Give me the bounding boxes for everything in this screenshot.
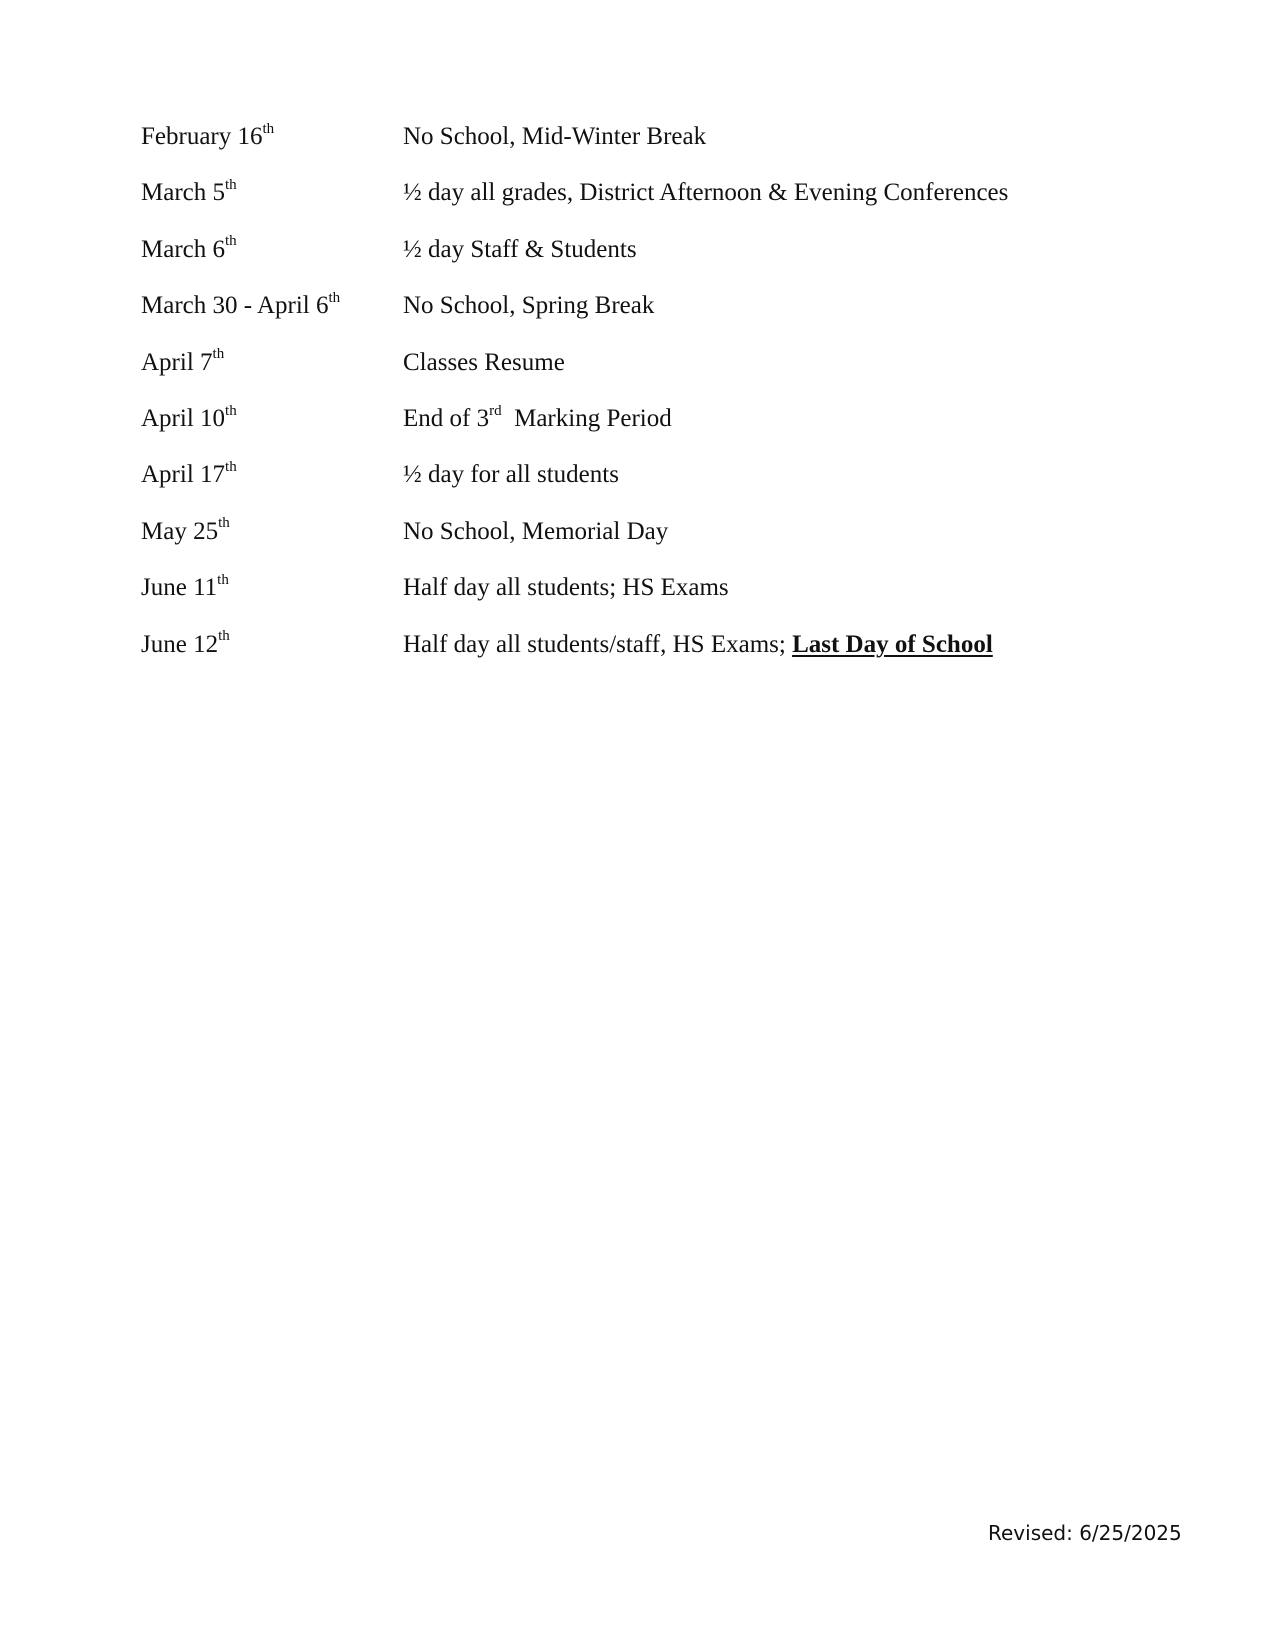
row-event: No School, Memorial Day xyxy=(403,517,669,545)
schedule-row xyxy=(141,348,1181,404)
schedule-row xyxy=(141,235,1181,291)
schedule-row xyxy=(141,517,1181,573)
schedule-row xyxy=(141,404,1181,460)
revised-date-footer: Revised: 6/25/2025 xyxy=(988,1521,1182,1545)
row-event: End of 3rd Marking Period xyxy=(403,402,672,432)
row-date: March 5th xyxy=(141,177,237,207)
row-event: Half day all students/staff, HS Exams; Last Day of School xyxy=(403,630,993,658)
row-date: April 7th xyxy=(141,346,225,376)
row-event: Classes Resume xyxy=(403,348,565,376)
row-event: No School, Spring Break xyxy=(403,292,655,320)
schedule-row xyxy=(141,122,1181,178)
row-date: April 17th xyxy=(141,459,237,489)
row-event: ½ day for all students xyxy=(403,461,619,489)
row-event: ½ day all grades, District Afternoon & Evening Conferences xyxy=(403,179,1009,207)
schedule-row xyxy=(141,573,1181,629)
row-date: February 16th xyxy=(141,120,275,150)
schedule-row xyxy=(141,291,1181,347)
row-date: April 10th xyxy=(141,402,237,432)
row-date: March 30 - April 6th xyxy=(141,289,341,320)
row-date: June 12th xyxy=(141,628,230,658)
schedule-row xyxy=(141,178,1181,234)
last-day-of-school-emphasis: Last Day of School xyxy=(792,630,993,658)
schedule-row xyxy=(141,460,1181,516)
row-event: Half day all students; HS Exams xyxy=(403,574,729,602)
row-date: March 6th xyxy=(141,233,237,263)
row-date: May 25th xyxy=(141,515,230,545)
row-event: No School, Mid-Winter Break xyxy=(403,123,707,150)
row-event: ½ day Staff & Students xyxy=(403,235,637,263)
calendar-schedule xyxy=(141,122,1181,686)
row-date: June 11th xyxy=(141,571,229,602)
schedule-row xyxy=(141,630,1181,686)
